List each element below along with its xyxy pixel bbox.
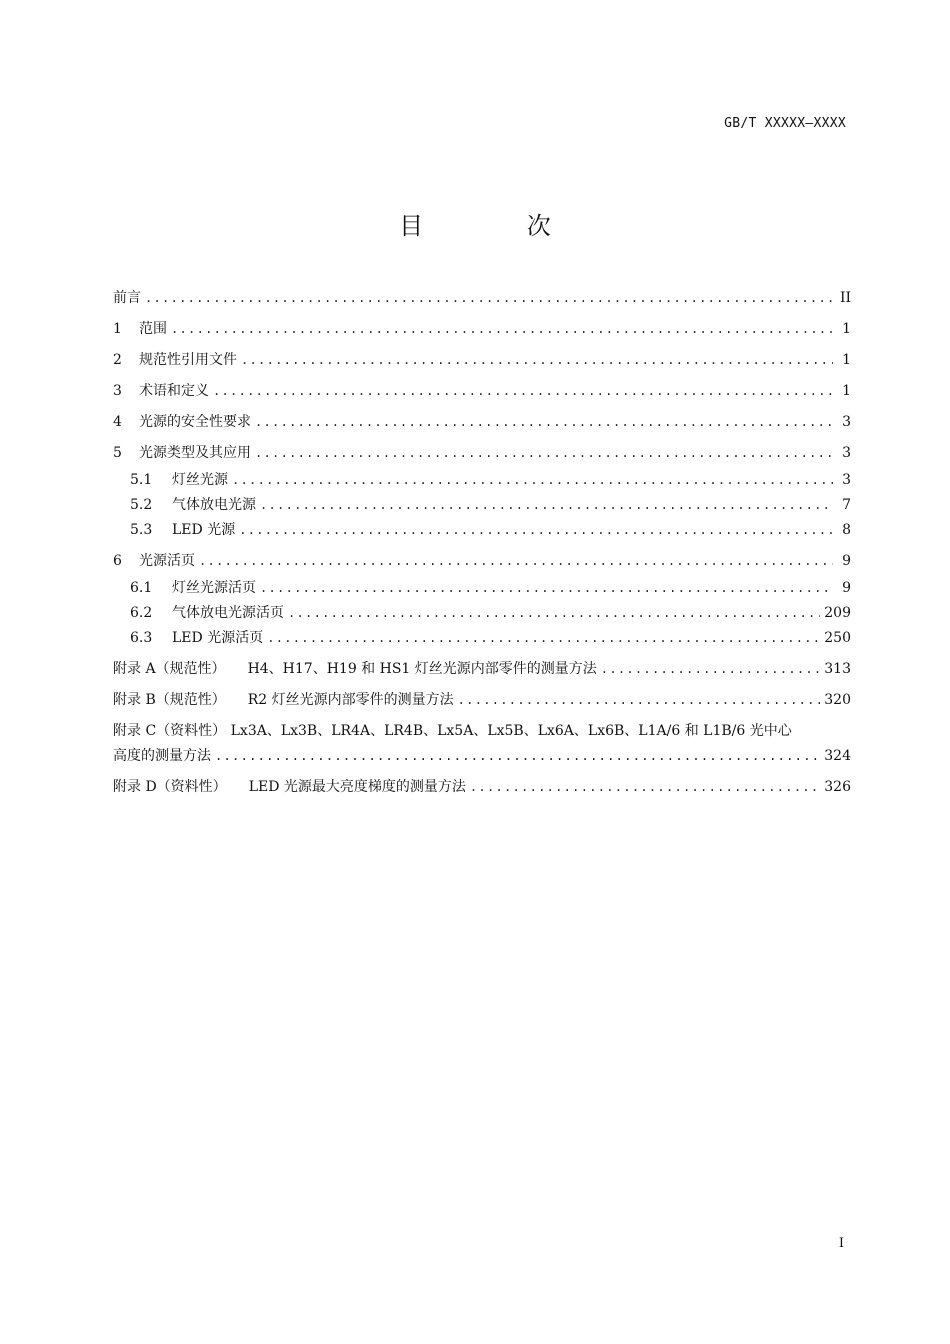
- leader-dots: [470, 777, 820, 797]
- toc-number: 5.2: [130, 497, 153, 513]
- leader-dots: [145, 288, 833, 308]
- leader-dots: [171, 319, 833, 339]
- toc-entry-4[interactable]: [113, 412, 851, 443]
- toc-label: 范围: [139, 321, 167, 337]
- toc-entry-6-2[interactable]: [113, 603, 851, 628]
- toc-entry-6-1[interactable]: [113, 578, 851, 603]
- toc-page: 320: [824, 692, 851, 708]
- leader-dots: [215, 746, 820, 766]
- toc-number: 6.1: [130, 580, 153, 596]
- toc-label: 规范性引用文件: [139, 352, 237, 368]
- leader-dots: [241, 350, 833, 370]
- leader-dots: [213, 381, 833, 401]
- toc-page: 3: [842, 472, 851, 488]
- toc-page: 3: [842, 414, 851, 430]
- toc-entry-5-2[interactable]: [113, 495, 851, 520]
- toc-entry-annex-b[interactable]: [113, 690, 851, 721]
- toc-label: LED 光源活页: [172, 630, 264, 646]
- toc-page: 7: [842, 497, 851, 513]
- leader-dots: [458, 690, 821, 710]
- page-number: I: [838, 1236, 844, 1251]
- toc-entry-5-1[interactable]: [113, 470, 851, 495]
- toc-label: 灯丝光源活页: [172, 580, 256, 596]
- annex-prefix: 附录 A（规范性）: [113, 661, 226, 677]
- toc-page: 209: [824, 605, 851, 621]
- toc-label: 前言: [113, 290, 141, 306]
- toc-label: 气体放电光源活页: [172, 605, 284, 621]
- leader-dots: [260, 495, 833, 515]
- toc-number: 4: [113, 414, 122, 430]
- toc-label: LED 光源: [172, 522, 236, 538]
- toc-page: 9: [842, 553, 851, 569]
- toc-number: 5.3: [130, 522, 153, 538]
- leader-dots: [601, 659, 820, 679]
- toc-number: 2: [113, 352, 122, 368]
- page-title: 目 次: [399, 212, 599, 240]
- toc-page: 3: [842, 445, 851, 461]
- leader-dots: [199, 551, 833, 571]
- toc-page: 9: [842, 580, 851, 596]
- leader-dots: [288, 603, 820, 623]
- toc-page: 1: [842, 383, 851, 399]
- toc-page: 8: [842, 522, 851, 538]
- toc-entry-annex-a[interactable]: [113, 659, 851, 690]
- toc-number: 3: [113, 383, 122, 399]
- toc-label: 气体放电光源: [172, 497, 256, 513]
- toc-number: 6: [113, 553, 122, 569]
- toc-label: R2 灯丝光源内部零件的测量方法: [247, 692, 454, 708]
- toc-page: 326: [824, 779, 851, 795]
- toc-entry-2[interactable]: [113, 350, 851, 381]
- toc-entry-1[interactable]: [113, 319, 851, 350]
- leader-dots: [232, 470, 833, 490]
- toc-page: 250: [824, 630, 851, 646]
- toc-entry-foreword[interactable]: [113, 288, 851, 319]
- toc-entry-annex-d[interactable]: [113, 777, 851, 808]
- leader-dots: [260, 578, 833, 598]
- toc-number: 5: [113, 445, 122, 461]
- toc-label: Lx3A、Lx3B、LR4A、LR4B、Lx5A、Lx5B、Lx6A、Lx6B、L1A/6 和 L1B/6 光中心: [230, 723, 792, 739]
- toc-page: 1: [842, 352, 851, 368]
- standard-code: GB/T XXXXX—XXXX: [724, 116, 846, 131]
- leader-dots: [255, 443, 833, 463]
- toc-page: 313: [824, 661, 851, 677]
- toc-label: H4、H17、H19 和 HS1 灯丝光源内部零件的测量方法: [247, 661, 597, 677]
- leader-dots: [267, 628, 820, 648]
- toc-page: 1: [842, 321, 851, 337]
- toc-entry-3[interactable]: [113, 381, 851, 412]
- toc-entry-5-3[interactable]: [113, 520, 851, 551]
- toc-label: 灯丝光源: [172, 472, 228, 488]
- annex-prefix: 附录 B（规范性）: [113, 692, 226, 708]
- annex-prefix: 附录 D（资料性）: [113, 779, 227, 795]
- toc-label: 光源的安全性要求: [139, 414, 251, 430]
- toc-label: LED 光源最大亮度梯度的测量方法: [248, 779, 466, 795]
- toc-page: 324: [824, 748, 851, 764]
- toc-label: 术语和定义: [139, 383, 209, 399]
- toc-label: 光源类型及其应用: [139, 445, 251, 461]
- toc-label: 光源活页: [139, 553, 195, 569]
- toc-number: 1: [113, 321, 122, 337]
- toc-entry-6-3[interactable]: [113, 628, 851, 659]
- table-of-contents: [113, 288, 851, 808]
- toc-number: 5.1: [130, 472, 153, 488]
- leader-dots: [239, 520, 833, 540]
- toc-page: II: [839, 290, 851, 306]
- toc-number: 6.3: [130, 630, 153, 646]
- toc-entry-annex-c[interactable]: [113, 721, 851, 777]
- toc-number: 6.2: [130, 605, 153, 621]
- toc-label-continued: 高度的测量方法: [113, 748, 211, 764]
- leader-dots: [255, 412, 833, 432]
- annex-prefix: 附录 C（资料性）: [113, 723, 227, 739]
